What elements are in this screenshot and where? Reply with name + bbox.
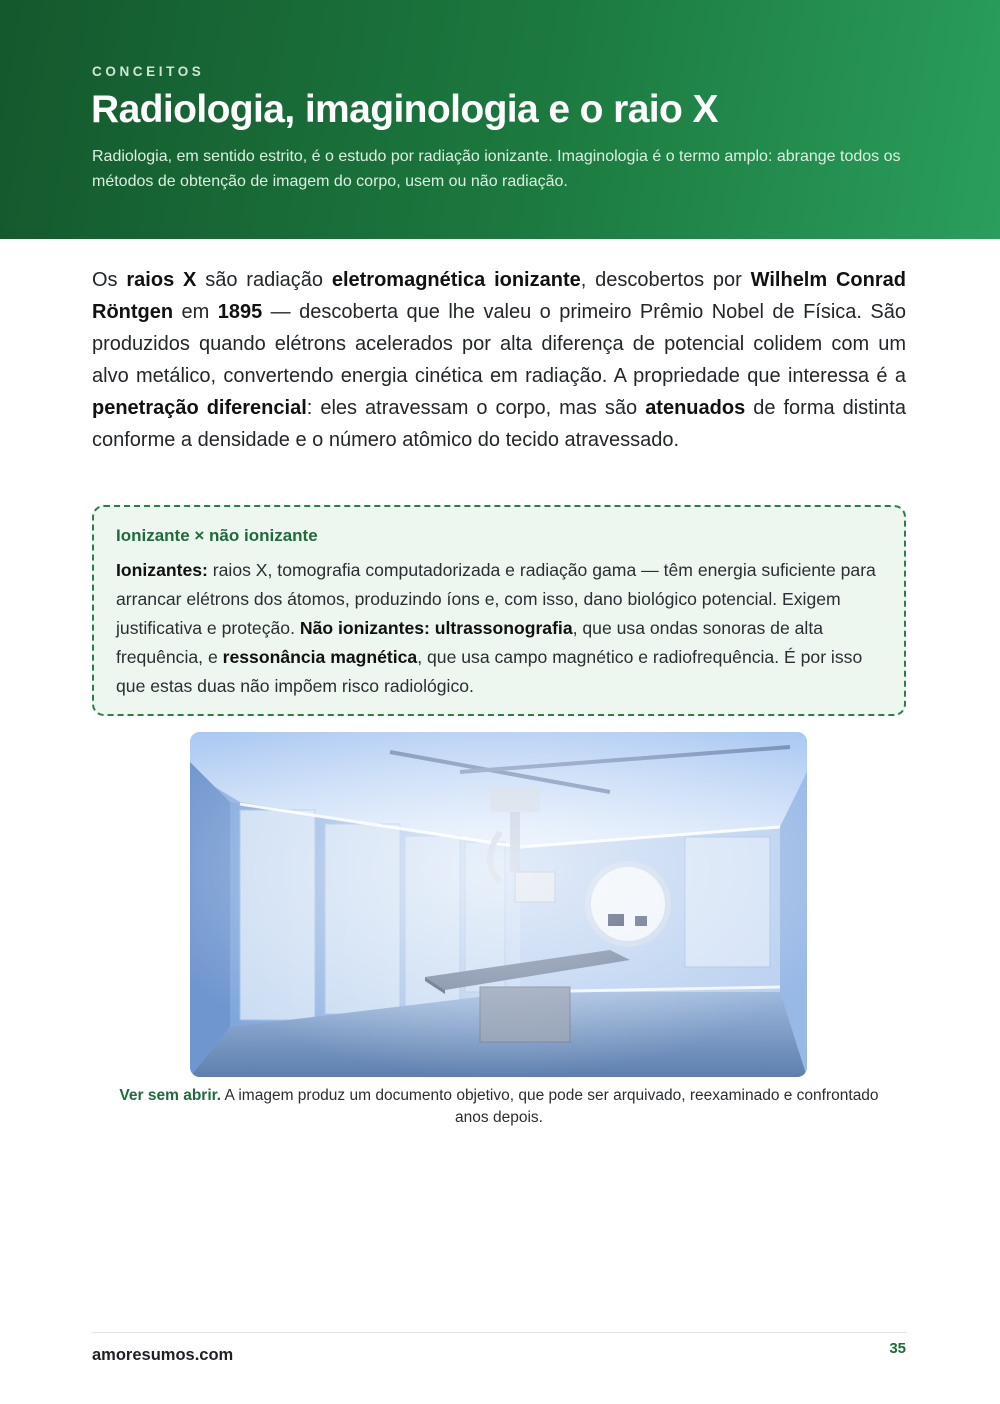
term-atenuados: atenuados [645, 397, 746, 419]
caption-text: A imagem produz um documento objetivo, que pode ser arquivado, reexaminado e confrontado anos depois. [221, 1087, 879, 1126]
section-kicker: CONCEITOS [92, 64, 205, 79]
page-subtitle: Radiologia, em sentido estrito, é o estudo por radiação ionizante. Imaginologia é o termo amplo: abrange todos os métodos de obtenção de imagem do corpo, usem ou não radiação. [92, 148, 901, 190]
term-penetracao: penetração diferencial [92, 397, 307, 419]
caption-lead: Ver sem abrir. [119, 1087, 222, 1104]
footer-divider [92, 1332, 906, 1333]
callout-title: Ionizante × não ionizante [116, 526, 318, 545]
callout-text: Ionizantes: raios X, tomografia computadorizada e radiação gama — têm energia suficiente para arrancar elétrons dos átomos, produzindo íons e, com isso, dano biológico potencial. Exigem justificativa e proteção. Não ionizantes: ultrassonografia, que usa ondas sonoras de alta frequência, e ressonância magnética, que usa campo magnético e radiofrequência. É por isso que estas duas não impõem risco radiológico. [116, 560, 876, 696]
figure-caption [110, 1085, 888, 1129]
page-number: 35 [889, 1340, 906, 1357]
term-eletromagnetica: eletromagnética ionizante [331, 269, 581, 291]
term-year: 1895 [217, 301, 263, 323]
body-paragraph: Os raios X são radiação eletromagnética ionizante, descobertos por Wilhelm Conrad Röntgen em 1895 — descoberta que lhe valeu o primeiro Prêmio Nobel de Física. São produzidos quando elétrons acelerados por alta diferença de potencial colidem com um alvo metálico, convertendo energia cinética em radiação. A propriedade que interessa é a penetração diferencial: eles atravessam o corpo, mas são atenuados de forma distinta conforme a densidade e o número atômico do tecido atravessado. [92, 269, 906, 451]
term-raios-x: raios X [126, 269, 197, 291]
callout-box [92, 505, 906, 716]
xray-room-photo [190, 732, 807, 1077]
page-title: Radiologia, imaginologia e o raio X [91, 88, 718, 131]
footer-site: amoresumos.com [92, 1346, 234, 1364]
page-header [0, 0, 1000, 239]
term-rontgen: Wilhelm Conrad Röntgen [92, 269, 906, 323]
